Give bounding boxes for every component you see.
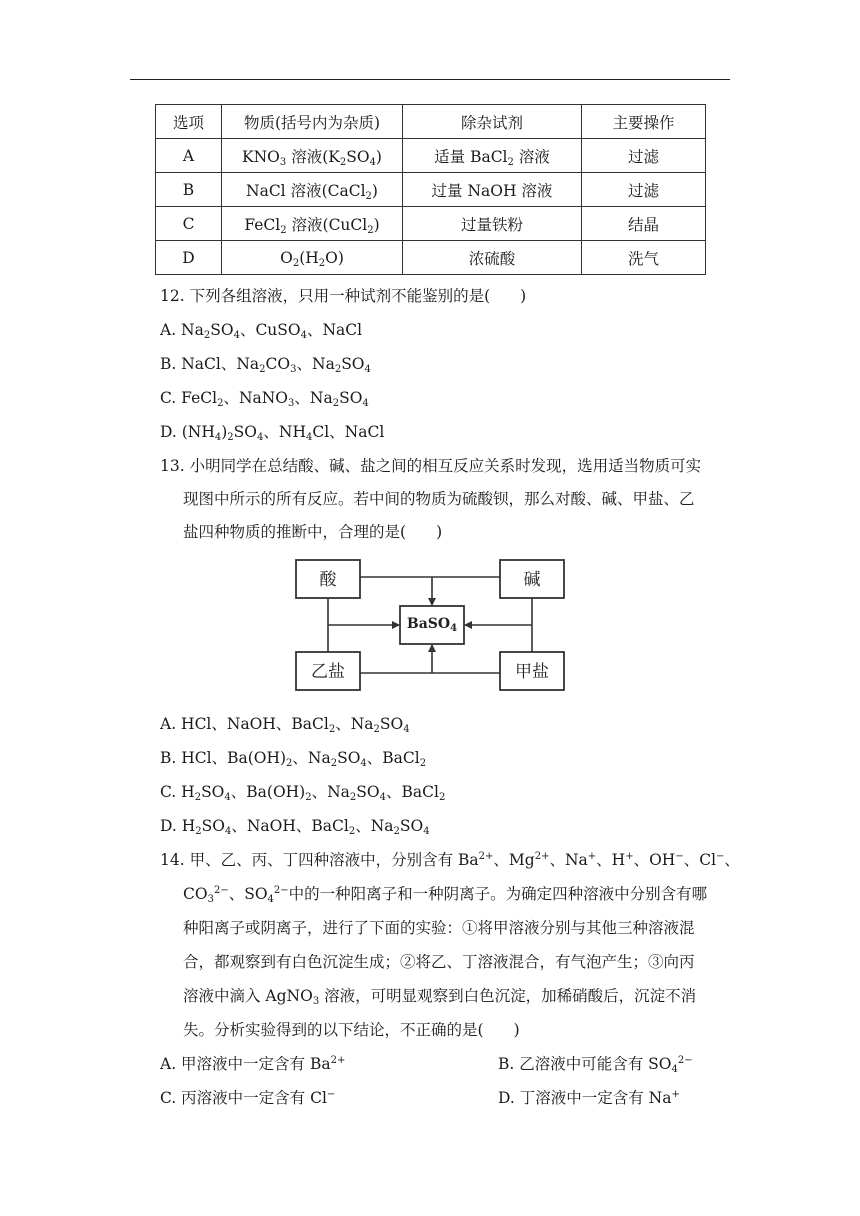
- q13-number: 13.: [160, 457, 185, 475]
- q14-line-2: $CO_3^{2-}$、$SO_4^{2-}$中的一种阳离子和一种阴离子。为确定四种溶液中分别含有哪: [183, 885, 708, 905]
- q14-number: 14.: [160, 851, 185, 869]
- reaction-diagram: [290, 555, 570, 695]
- base-label: 碱: [523, 570, 541, 590]
- cell-reagent: 过量 NaOH 溶液: [403, 173, 582, 207]
- header-option: 选项: [156, 105, 222, 139]
- q14-option-d: D. 丁溶液中一定含有 Na+: [498, 1089, 680, 1107]
- q12-option-b: B. NaCl、$Na_2CO_3$、$Na_2SO_4$: [160, 355, 371, 375]
- center-label-wrap: [400, 613, 464, 639]
- q12-stem-end: ): [520, 287, 527, 305]
- q12-option-d: D. $(NH_4)_2SO_4$、$NH_4Cl$、NaCl: [160, 423, 385, 443]
- q13-option-d: D. $H_2SO_4$、NaOH、BaCl$_2$、$Na_2SO_4$: [160, 817, 430, 837]
- purification-table: [155, 104, 706, 275]
- cell-reagent: 适量 BaCl$_2$ 溶液: [403, 139, 582, 173]
- q13-option-c: C. $H_2SO_4$、$Ba(OH)_2$、$Na_2SO_4$、BaCl$_2$: [160, 783, 446, 803]
- q14-text-6: 失。分析实验得到的以下结论，不正确的是(: [183, 1021, 484, 1039]
- q12-number: 12.: [160, 287, 185, 305]
- header-substance: 物质(括号内为杂质): [222, 105, 403, 139]
- center-label: BaSO$_4$: [406, 616, 458, 634]
- q12-option-c: C. FeCl$_2$、NaNO$_3$、$Na_2SO_4$: [160, 389, 369, 409]
- cell-option: A: [156, 139, 222, 173]
- header-reagent: 除杂试剂: [403, 105, 582, 139]
- q13-text-3: 盐四种物质的推断中，合理的是(: [183, 523, 407, 541]
- acid-label: 酸: [319, 570, 337, 590]
- q14-option-c: C. 丙溶液中一定含有 Cl−: [160, 1089, 336, 1107]
- q14-line-4: 合，都观察到有白色沉淀生成；②将乙、丁溶液混合，有气泡产生；③向丙: [183, 953, 695, 971]
- q14-line-5: 溶液中滴入 AgNO$_3$ 溶液，可明显观察到白色沉淀，加稀硝酸后，沉淀不消: [183, 987, 697, 1007]
- cell-substance: $KNO_3$ 溶液$(K_2SO_4)$: [222, 139, 403, 173]
- q13-line-2: 现图中所示的所有反应。若中间的物质为硫酸钡，那么对酸、碱、甲盐、乙: [183, 490, 695, 508]
- salt-a-label: 甲盐: [515, 662, 549, 682]
- cell-substance: NaCl 溶液(CaCl$_2$): [222, 173, 403, 207]
- cell-option: B: [156, 173, 222, 207]
- table-row: [156, 173, 706, 207]
- q14-stem-end: ): [513, 1021, 520, 1039]
- q13-option-b: B. HCl、$Ba(OH)_2$、$Na_2SO_4$、BaCl$_2$: [160, 749, 427, 769]
- cell-reagent: 浓硫酸: [403, 241, 582, 275]
- q13-option-a: A. HCl、NaOH、BaCl$_2$、$Na_2SO_4$: [160, 715, 410, 735]
- q14-text-1: 甲、乙、丙、丁四种溶液中，分别含有 $Ba^{2+}$、$Mg^{2+}$、Na+、H+、OH−、Cl−、: [189, 851, 740, 869]
- q12-stem-text: 下列各组溶液，只用一种试剂不能鉴别的是(: [189, 287, 491, 305]
- cell-option: D: [156, 241, 222, 275]
- cell-substance: FeCl$_2$ 溶液(CuCl$_2$): [222, 207, 403, 241]
- table-row: [156, 241, 706, 275]
- table-header-row: [156, 105, 706, 139]
- q13-text-1: 小明同学在总结酸、碱、盐之间的相互反应关系时发现，选用适当物质可实: [189, 457, 702, 475]
- q14-line-1: [160, 850, 740, 870]
- header-operation: 主要操作: [582, 105, 706, 139]
- cell-operation: 洗气: [582, 241, 706, 275]
- cell-operation: 过滤: [582, 139, 706, 173]
- cell-option: C: [156, 207, 222, 241]
- cell-operation: 结晶: [582, 207, 706, 241]
- table-row: [156, 207, 706, 241]
- q12-stem: [160, 286, 526, 306]
- q14-option-b: B. 乙溶液中可能含有 $SO_4^{2-}$: [498, 1055, 693, 1075]
- q13-stem-end: ): [436, 523, 443, 541]
- q14-line-3: 种阳离子或阴离子，进行了下面的实验：①将甲溶液分别与其他三种溶液混: [183, 919, 695, 937]
- q14-option-a: A. 甲溶液中一定含有 $Ba^{2+}$: [160, 1055, 346, 1073]
- table-row: [156, 139, 706, 173]
- q12-option-a: A. $Na_2SO_4$、CuSO$_4$、NaCl: [160, 321, 363, 341]
- q14-line-6: [183, 1020, 520, 1040]
- q13-line-1: [160, 456, 701, 476]
- header-rule: [130, 79, 730, 80]
- q13-line-3: [183, 522, 442, 542]
- salt-b-label: 乙盐: [311, 662, 345, 682]
- cell-substance: $O_2(H_2O)$: [222, 241, 403, 275]
- cell-reagent: 过量铁粉: [403, 207, 582, 241]
- cell-operation: 过滤: [582, 173, 706, 207]
